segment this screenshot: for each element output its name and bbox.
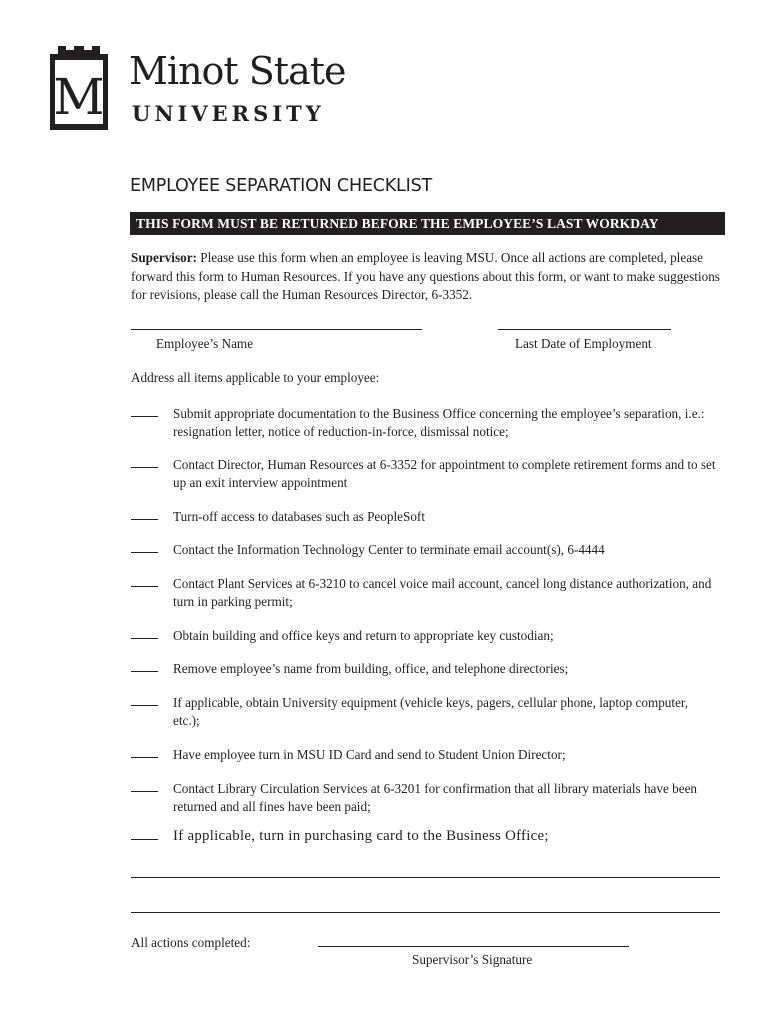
logo-wordmark-university: UNIVERSITY — [132, 101, 325, 126]
checklist-item-text: Have employee turn in MSU ID Card and send to Student Union Director; — [173, 747, 566, 762]
checklist-item-text: If applicable, turn in purchasing card to the Business Office; — [173, 828, 549, 844]
comments-line-2[interactable] — [131, 912, 720, 913]
checklist-blank[interactable] — [131, 791, 158, 792]
supervisor-instructions-text: Please use this form when an employee is leaving MSU. Once all actions are completed, please forward this form to Human Resources. If you have any questions about this form, or want to make suggestions for revisions, please call the Human Resources Director, 6-3352. — [131, 250, 720, 302]
supervisor-instructions — [131, 249, 725, 305]
last-date-label: Last Date of Employment — [515, 336, 652, 351]
checklist-blank[interactable] — [131, 671, 158, 672]
last-date-field[interactable] — [498, 329, 671, 330]
checklist-item-text: Remove employee’s name from building, office, and telephone directories; — [173, 661, 569, 676]
svg-text:M: M — [53, 68, 105, 126]
checklist-item-text: Contact the Information Technology Center to terminate email account(s), 6-4444 — [173, 542, 605, 557]
checklist-blank[interactable] — [131, 839, 158, 840]
checklist-item-text: Obtain building and office keys and return to appropriate key custodian; — [173, 628, 554, 643]
employee-name-label: Employee’s Name — [156, 336, 254, 351]
form-title: EMPLOYEE SEPARATION CHECKLIST — [130, 176, 432, 196]
university-logo-mark — [44, 44, 114, 132]
supervisor-label: Supervisor: — [131, 250, 197, 265]
return-deadline-banner: THIS FORM MUST BE RETURNED BEFORE THE EMPLOYEE’S LAST WORKDAY — [130, 212, 725, 235]
checklist-blank[interactable] — [131, 467, 158, 468]
checklist-blank[interactable] — [131, 586, 158, 587]
logo-wordmark-minot-state: Minot State — [129, 49, 346, 93]
supervisor-signature-label: Supervisor’s Signature — [412, 952, 533, 967]
supervisor-signature-field[interactable] — [318, 946, 629, 947]
checklist-item-text: If applicable, obtain University equipment (vehicle keys, pagers, cellular phone, laptop computer, etc.); — [173, 695, 689, 728]
checklist-blank[interactable] — [131, 552, 158, 553]
checklist-item-text: Contact Library Circulation Services at 6-3201 for confirmation that all library materials have been returned and all fines have been paid; — [173, 781, 698, 814]
checklist-item-text: Contact Plant Services at 6-3210 to cancel voice mail account, cancel long distance authorization, and turn in parking permit; — [173, 576, 712, 609]
checklist-blank[interactable] — [131, 705, 158, 706]
checklist-blank[interactable] — [131, 416, 158, 417]
checklist-item-text: Turn-off access to databases such as PeopleSoft — [173, 509, 425, 524]
checklist-blank[interactable] — [131, 638, 158, 639]
comments-line-1[interactable] — [131, 877, 720, 878]
checklist-item-text: Submit appropriate documentation to the Business Office concerning the employee’s separation, i.e.: resignation letter, notice of reduction-in-force, dismissal notice; — [173, 406, 705, 439]
employee-name-field[interactable] — [131, 329, 422, 330]
checklist-item-text: Contact Director, Human Resources at 6-3352 for appointment to complete retirement forms and to set up an exit interview appointment — [173, 457, 716, 490]
items-intro: Address all items applicable to your employee: — [131, 370, 380, 385]
actions-completed-label: All actions completed: — [131, 935, 251, 950]
checklist-blank[interactable] — [131, 519, 158, 520]
checklist-blank[interactable] — [131, 757, 158, 758]
